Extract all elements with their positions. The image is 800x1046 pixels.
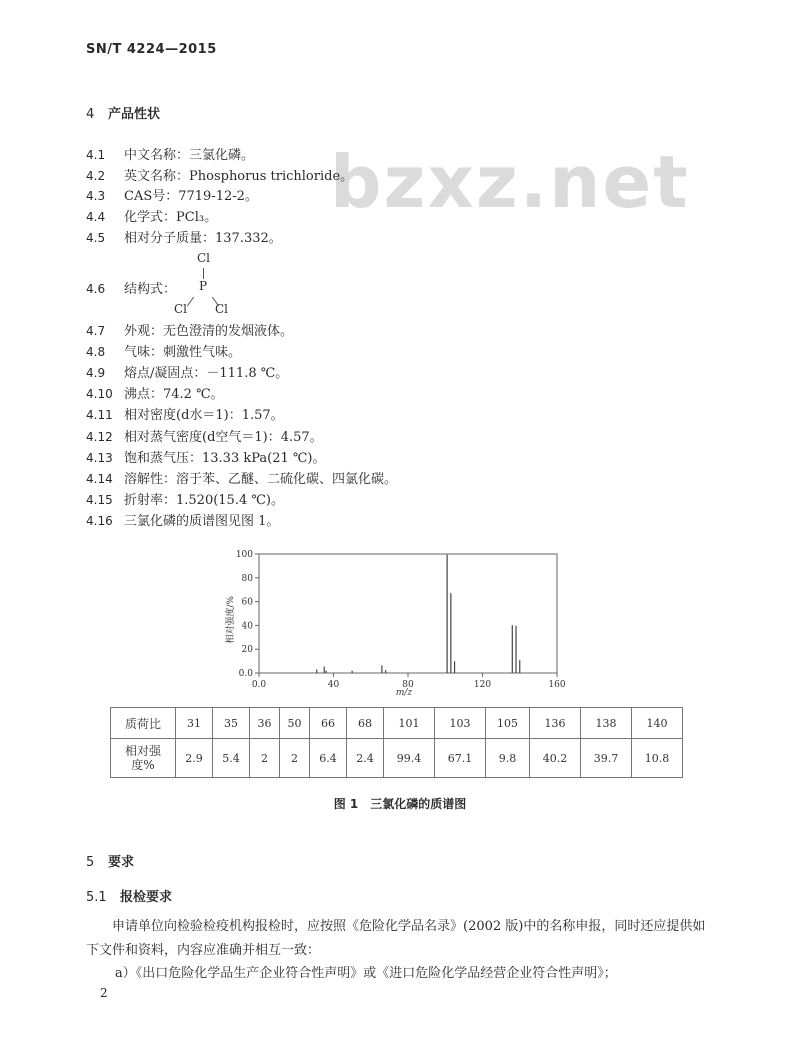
table-cell-intensity: 40.2 (530, 739, 581, 778)
item-text: CAS号：7719-12-2。 (124, 189, 258, 204)
section-number: 5 (86, 855, 95, 870)
list-item (86, 228, 282, 248)
structure-cl-left: Cl (174, 302, 188, 316)
table-row (111, 739, 683, 778)
list-item (86, 384, 224, 404)
table-cell-intensity: 5.4 (213, 739, 250, 778)
item-number: 4.10 (86, 387, 113, 401)
list-item (86, 207, 217, 227)
section-number: 5.1 (86, 890, 107, 905)
x-tick-label: 40 (327, 680, 340, 690)
watermark: bzxz.net (330, 140, 690, 224)
figure-caption: 图 1 三氯化磷的质谱图 (333, 797, 467, 811)
requirement-paragraph: 申请单位向检验检疫机构报检时，应按照《危险化学品名录》(2002 版)中的名称申报，同时还应提供如下文件和资料，内容应准确并相互一致： (86, 919, 706, 958)
item-number: 4.7 (86, 324, 106, 338)
structure-bond-left (187, 297, 194, 307)
item-number: 4.5 (86, 231, 106, 245)
y-tick-label: 20 (241, 645, 253, 656)
item-text: 折射率：1.520(15.4 ℃)。 (124, 493, 284, 508)
table-cell-mz: 136 (530, 708, 581, 739)
list-item (86, 342, 241, 362)
list-item (86, 321, 293, 341)
item-text: 化学式：PCl₃。 (124, 210, 218, 225)
structure-cl-top: Cl (197, 251, 211, 265)
item-text: 外观：无色澄清的发烟液体。 (124, 324, 294, 339)
list-item (86, 448, 326, 468)
x-tick-label: 80 (402, 680, 414, 690)
table-cell-mz: 140 (632, 708, 683, 739)
list-item (86, 405, 284, 425)
table-cell-intensity: 2 (250, 739, 280, 778)
section-title: 要求 (108, 855, 135, 870)
item-text: 三氯化磷的质谱图见图 1。 (124, 514, 280, 529)
table-cell-mz: 138 (581, 708, 632, 739)
list-item (86, 186, 258, 206)
section-5-heading (86, 851, 134, 870)
list-item (86, 363, 288, 383)
item-number: 4.15 (86, 493, 113, 507)
item-text: 相对密度(d水＝1)：1.57。 (124, 408, 284, 423)
table-cell-mz: 105 (486, 708, 530, 739)
list-item (86, 469, 397, 489)
structure-bond-top (203, 268, 204, 279)
y-tick-label: 80 (241, 573, 253, 584)
item-number: 4.11 (86, 408, 113, 422)
table-cell-mz: 35 (213, 708, 250, 739)
table-cell-intensity: 2.4 (347, 739, 384, 778)
list-item (86, 427, 323, 447)
item-text: 英文名称：Phosphorus trichloride。 (124, 169, 354, 184)
item-number: 4.4 (86, 210, 106, 224)
section-title: 报检要求 (120, 890, 173, 905)
table-cell-intensity: 9.8 (486, 739, 530, 778)
list-item (86, 145, 254, 165)
document-header: SN/T 4224—2015 (86, 42, 217, 57)
section-number: 4 (86, 107, 95, 122)
item-number: 4.14 (86, 472, 113, 486)
table-cell-intensity: 2.9 (176, 739, 213, 778)
item-text: 气味：刺激性气味。 (124, 345, 242, 360)
item-text: 沸点：74.2 ℃。 (124, 387, 224, 402)
list-item (86, 166, 353, 186)
item-number: 4.8 (86, 345, 106, 359)
mass-spectrum-table (110, 707, 683, 778)
table-header-mz: 质荷比 (111, 708, 176, 739)
item-text: 相对分子质量：137.332。 (124, 231, 282, 246)
item-number: 4.12 (86, 430, 113, 444)
list-item (86, 490, 284, 510)
chart-bars (317, 555, 520, 673)
table-cell-intensity: 10.8 (632, 739, 683, 778)
table-cell-mz: 31 (176, 708, 213, 739)
section-title: 产品性状 (108, 107, 161, 122)
item-number: 4.2 (86, 169, 106, 183)
y-tick-label: 60 (241, 597, 253, 608)
list-item (86, 279, 176, 299)
y-tick-label: 100 (235, 550, 253, 560)
item-number: 4.9 (86, 366, 106, 380)
y-tick-label: 0.0 (238, 669, 253, 679)
y-tick-label: 40 (241, 621, 253, 632)
item-text: 溶解性：溶于苯、乙醚、二硫化碳、四氯化碳。 (124, 472, 398, 487)
y-axis-label: 相对强度/% (226, 595, 236, 644)
x-axis-label: m/z (395, 688, 413, 698)
structure-p: P (199, 279, 208, 293)
table-cell-mz: 103 (435, 708, 486, 739)
table-cell-intensity: 2 (280, 739, 310, 778)
item-number: 4.16 (86, 514, 113, 528)
x-tick-label: 0.0 (251, 680, 267, 690)
list-item (86, 511, 279, 531)
table-cell-mz: 36 (250, 708, 280, 739)
item-number: 4.6 (86, 282, 106, 296)
item-text: 中文名称：三氯化磷。 (124, 148, 255, 163)
item-number: 4.13 (86, 451, 113, 465)
table-cell-mz: 50 (280, 708, 310, 739)
section-5-1-heading (86, 886, 172, 905)
intensity-label: 相对强度% (124, 744, 161, 772)
table-cell-mz: 66 (310, 708, 347, 739)
mass-spectrum-chart (200, 545, 580, 705)
section-4-heading (86, 103, 160, 122)
x-tick-label: 160 (548, 680, 566, 690)
item-text: 相对蒸气密度(d空气＝1)：4.57。 (124, 430, 323, 445)
x-tick-label: 120 (473, 680, 492, 690)
table-cell-intensity: 6.4 (310, 739, 347, 778)
item-number: 4.3 (86, 189, 106, 203)
table-row (111, 708, 683, 739)
table-cell-mz: 68 (347, 708, 384, 739)
item-text: 熔点/凝固点：－111.8 ℃。 (124, 366, 289, 381)
table-header-intensity (111, 739, 176, 778)
item-number: 4.1 (86, 148, 106, 162)
item-text: 结构式： (124, 282, 177, 297)
table-cell-intensity: 67.1 (435, 739, 486, 778)
structure-cl-right: Cl (215, 302, 229, 316)
table-cell-intensity: 99.4 (384, 739, 435, 778)
page-number: 2 (100, 986, 108, 1000)
list-item-a: a）《出口危险化学品生产企业符合性声明》或《进口危险化学品经营企业符合性声明》； (115, 966, 617, 981)
item-text: 饱和蒸气压：13.33 kPa(21 ℃)。 (124, 451, 326, 466)
table-cell-mz: 101 (384, 708, 435, 739)
table-cell-intensity: 39.7 (581, 739, 632, 778)
